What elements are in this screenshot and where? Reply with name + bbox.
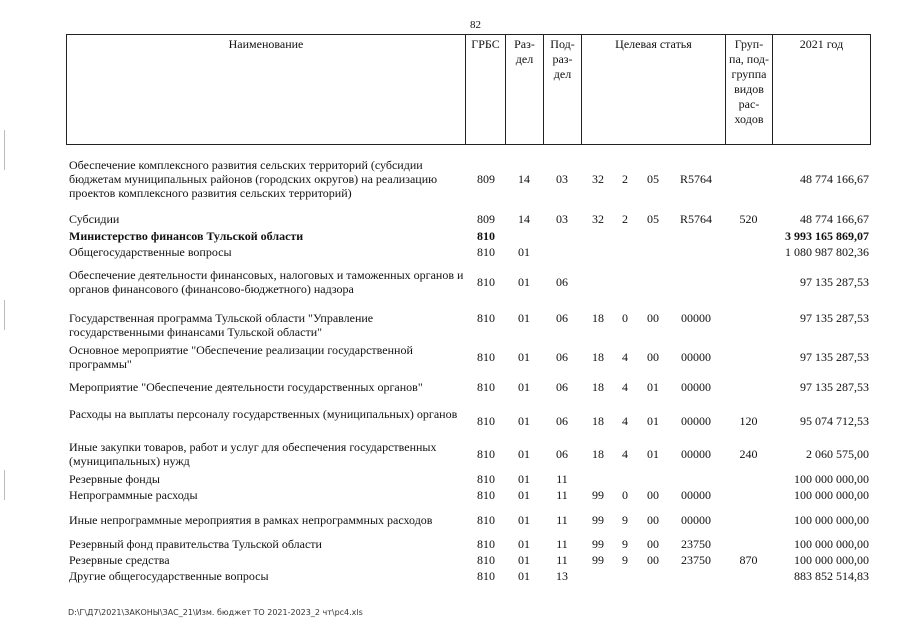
cell-sum: 97 135 287,53: [800, 350, 869, 364]
row-name: Другие общегосударственные вопросы: [69, 569, 269, 583]
cell-grbs: 810: [477, 229, 495, 243]
cell-grbs: 810: [477, 553, 495, 567]
cell-t3: 05: [647, 212, 659, 226]
cell-t4: 00000: [681, 311, 711, 325]
cell-t1: 99: [592, 553, 604, 567]
cell-t2: 4: [622, 414, 628, 428]
cell-vr: 520: [739, 212, 758, 226]
cell-pr: 03: [556, 172, 568, 186]
cell-sum: 3 993 165 869,07: [785, 229, 869, 243]
cell-t4: R5764: [679, 172, 712, 186]
row-name: Основное мероприятие "Обеспечение реализации государственной программы": [69, 343, 413, 371]
row-name: Государственная программа Тульской области "Управление государственными финансами Тульской области": [69, 311, 374, 339]
cell-sum: 100 000 000,00: [794, 488, 869, 502]
file-path-footer: D:\Г\Д7\2021\ЗАКОНЫ\ЗАС_21\Изм. бюджет ТО 2021-2023_2 чт\рс4.xls: [68, 608, 363, 617]
header-year: 2021 год: [772, 35, 870, 144]
header-name: Наименование: [228, 37, 304, 51]
cell-t2: 9: [622, 553, 628, 567]
cell-sum: 100 000 000,00: [794, 537, 869, 551]
cell-t1: 99: [592, 537, 604, 551]
row-name: Обеспечение комплексного развития сельских территорий (субсидии бюджетам муниципальных районов (городских округов) на реализацию проектов комплексного развития сельских территорий): [69, 158, 438, 200]
row-name: Иные закупки товаров, работ и услуг для обеспечения государственных (муниципальных) нужд: [69, 440, 437, 468]
cell-t4: 00000: [681, 380, 711, 394]
cell-sum: 2 060 575,00: [806, 447, 869, 461]
cell-pr: 11: [556, 472, 568, 486]
cell-grbs: 810: [477, 311, 495, 325]
cell-pr: 11: [556, 537, 568, 551]
cell-pr: 06: [556, 447, 568, 461]
margin-mark: [4, 470, 5, 500]
cell-rz: 01: [518, 488, 530, 502]
cell-t4: R5764: [679, 212, 712, 226]
row-name: Субсидии: [69, 212, 120, 226]
cell-t3: 01: [647, 414, 659, 428]
header-razdel: Раз- дел: [505, 35, 543, 144]
cell-t4: 23750: [681, 553, 711, 567]
header-expense-group: Груп- па, под- группа видов рас- ходов: [725, 35, 772, 144]
cell-grbs: 810: [477, 513, 495, 527]
cell-sum: 100 000 000,00: [794, 513, 869, 527]
cell-pr: 11: [556, 488, 568, 502]
cell-grbs: 810: [477, 537, 495, 551]
cell-pr: 03: [556, 212, 568, 226]
row-name: Общегосударственные вопросы: [69, 245, 232, 259]
cell-sum: 97 135 287,53: [800, 311, 869, 325]
cell-rz: 01: [518, 380, 530, 394]
cell-rz: 01: [518, 513, 530, 527]
cell-pr: 06: [556, 350, 568, 364]
cell-t3: 00: [647, 513, 659, 527]
cell-t3: 00: [647, 537, 659, 551]
cell-sum: 97 135 287,53: [800, 275, 869, 289]
cell-t2: 9: [622, 513, 628, 527]
cell-grbs: 809: [477, 212, 495, 226]
cell-t3: 01: [647, 447, 659, 461]
cell-rz: 01: [518, 414, 530, 428]
cell-t1: 32: [592, 212, 604, 226]
cell-t3: 00: [647, 488, 659, 502]
cell-t1: 18: [592, 350, 604, 364]
cell-rz: 01: [518, 311, 530, 325]
cell-t1: 18: [592, 380, 604, 394]
cell-t4: 23750: [681, 537, 711, 551]
cell-rz: 01: [518, 350, 530, 364]
page-number: 82: [470, 19, 481, 31]
cell-pr: 06: [556, 275, 568, 289]
cell-pr: 06: [556, 380, 568, 394]
cell-grbs: 810: [477, 350, 495, 364]
cell-grbs: 810: [477, 245, 495, 259]
cell-t4: 00000: [681, 350, 711, 364]
cell-t2: 4: [622, 380, 628, 394]
cell-sum: 883 852 514,83: [794, 569, 869, 583]
cell-grbs: 810: [477, 472, 495, 486]
cell-t1: 18: [592, 447, 604, 461]
cell-rz: 01: [518, 537, 530, 551]
cell-grbs: 810: [477, 275, 495, 289]
cell-vr: 240: [739, 447, 758, 461]
cell-grbs: 810: [477, 569, 495, 583]
cell-rz: 01: [518, 275, 530, 289]
row-name: Расходы на выплаты персоналу государственных (муниципальных) органов: [69, 407, 458, 421]
cell-t3: 00: [647, 311, 659, 325]
cell-rz: 01: [518, 245, 530, 259]
cell-t1: 18: [592, 311, 604, 325]
cell-grbs: 810: [477, 447, 495, 461]
row-name: Мероприятие "Обеспечение деятельности государственных органов": [69, 380, 423, 394]
cell-rz: 01: [518, 553, 530, 567]
cell-t3: 00: [647, 553, 659, 567]
cell-t3: 01: [647, 380, 659, 394]
cell-sum: 48 774 166,67: [800, 212, 869, 226]
cell-t1: 99: [592, 513, 604, 527]
cell-t3: 05: [647, 172, 659, 186]
row-name: Иные непрограммные мероприятия в рамках непрограммных расходов: [69, 513, 433, 527]
cell-t2: 0: [622, 488, 628, 502]
cell-t2: 2: [622, 172, 628, 186]
cell-grbs: 810: [477, 414, 495, 428]
header-podrazdel: Под- раз- дел: [543, 35, 581, 144]
cell-t4: 00000: [681, 414, 711, 428]
cell-t2: 0: [622, 311, 628, 325]
row-name: Резервные средства: [69, 553, 170, 567]
cell-t2: 4: [622, 350, 628, 364]
cell-grbs: 810: [477, 488, 495, 502]
cell-rz: 14: [518, 172, 530, 186]
header-grbs: ГРБС: [465, 35, 505, 144]
margin-mark: [4, 130, 5, 170]
cell-grbs: 809: [477, 172, 495, 186]
cell-grbs: 810: [477, 380, 495, 394]
cell-pr: 13: [556, 569, 568, 583]
row-name: Резервные фонды: [69, 472, 160, 486]
cell-rz: 01: [518, 569, 530, 583]
cell-t2: 2: [622, 212, 628, 226]
cell-t4: 00000: [681, 488, 711, 502]
cell-rz: 01: [518, 447, 530, 461]
cell-vr: 870: [739, 553, 758, 567]
cell-sum: 1 080 987 802,36: [785, 245, 869, 259]
cell-t1: 99: [592, 488, 604, 502]
cell-t1: 32: [592, 172, 604, 186]
cell-sum: 48 774 166,67: [800, 172, 869, 186]
cell-rz: 01: [518, 472, 530, 486]
cell-t3: 00: [647, 350, 659, 364]
cell-pr: 11: [556, 553, 568, 567]
cell-sum: 100 000 000,00: [794, 553, 869, 567]
row-name: Министерство финансов Тульской области: [69, 229, 304, 243]
cell-vr: 120: [739, 414, 758, 428]
cell-t2: 4: [622, 447, 628, 461]
row-name: Непрограммные расходы: [69, 488, 198, 502]
header-target-article: Целевая статья: [581, 35, 725, 144]
cell-pr: 06: [556, 414, 568, 428]
cell-t4: 00000: [681, 447, 711, 461]
cell-sum: 100 000 000,00: [794, 472, 869, 486]
cell-pr: 11: [556, 513, 568, 527]
cell-rz: 14: [518, 212, 530, 226]
cell-pr: 06: [556, 311, 568, 325]
cell-sum: 97 135 287,53: [800, 380, 869, 394]
row-name: Резервный фонд правительства Тульской области: [69, 537, 322, 551]
row-name: Обеспечение деятельности финансовых, налоговых и таможенных органов и органов финансового (финансово-бюджетного) надзора: [69, 268, 464, 296]
margin-mark: [4, 300, 5, 330]
cell-t1: 18: [592, 414, 604, 428]
cell-sum: 95 074 712,53: [800, 414, 869, 428]
cell-t4: 00000: [681, 513, 711, 527]
cell-t2: 9: [622, 537, 628, 551]
table-header: [66, 34, 871, 145]
